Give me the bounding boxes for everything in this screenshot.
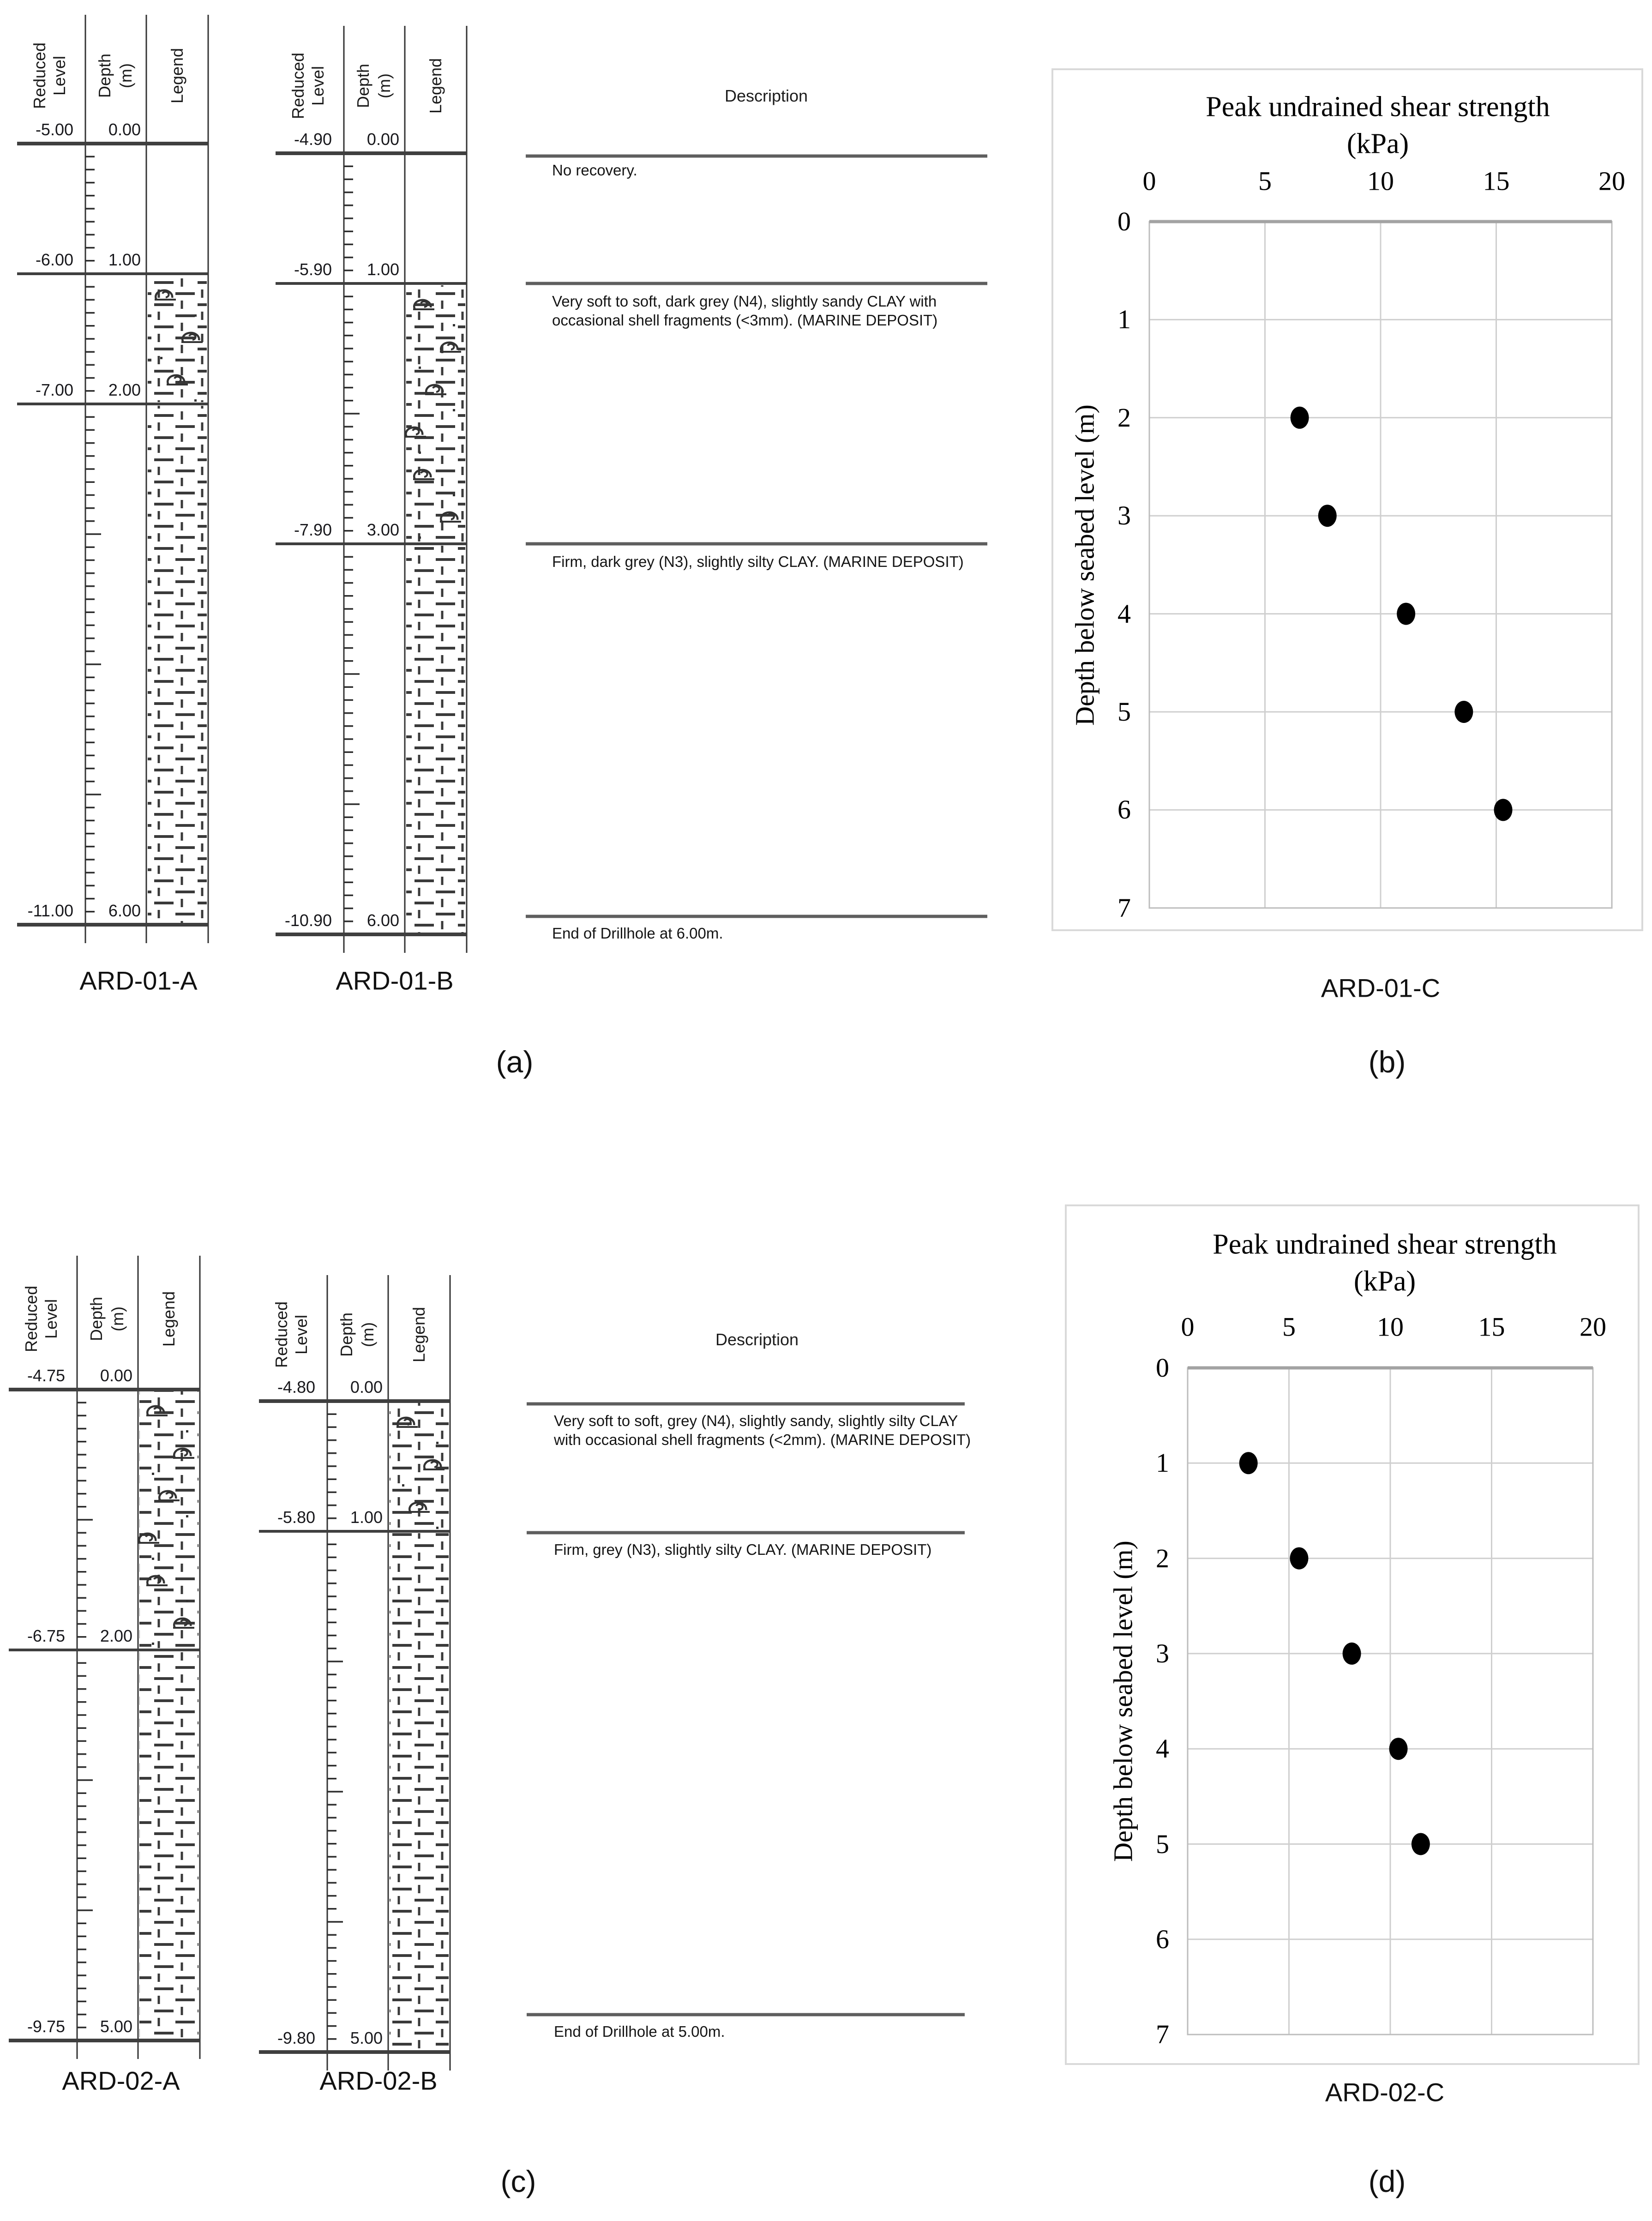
legend-hatch-clay: [139, 1652, 198, 2039]
chart-title-line2: (kPa): [1346, 128, 1409, 160]
data-point: [1239, 1452, 1258, 1474]
reduced-level-value: -11.00: [27, 901, 73, 920]
log-header-label: (m): [116, 63, 135, 88]
log-header-label: Depth: [95, 53, 114, 98]
stratum-description: Firm, dark grey (N3), slightly silty CLAY. (MARINE DEPOSIT): [552, 553, 964, 570]
reduced-level-value: -4.90: [294, 130, 332, 149]
stratum-description: Firm, grey (N3), slightly silty CLAY. (MARINE DEPOSIT): [554, 1541, 932, 1558]
log-header-label: Level: [50, 55, 69, 96]
x-tick-label: 5: [1258, 166, 1272, 196]
reduced-level-value: -7.00: [35, 380, 73, 399]
shell-dot: [186, 1515, 188, 1517]
log-header-label: Level: [42, 1299, 60, 1339]
reduced-level-value: -9.75: [27, 2017, 65, 2036]
reduced-level-value: -4.75: [27, 1366, 65, 1385]
y-tick-label: 2: [1117, 402, 1131, 433]
data-point: [1343, 1643, 1361, 1665]
log-header-label: Level: [308, 66, 327, 106]
log-label-ard-02-b: ARD-02-B: [319, 2066, 438, 2095]
shell-dot: [453, 409, 455, 411]
y-tick-label: 3: [1117, 500, 1131, 531]
depth-value: 0.00: [108, 120, 141, 139]
log-header-label: Legend: [426, 58, 445, 114]
stratum-description: No recovery.: [552, 162, 637, 179]
depth-value: 0.00: [366, 130, 399, 149]
shell-dot: [419, 536, 421, 539]
reduced-level-value: -6.75: [27, 1626, 65, 1645]
y-tick-label: 1: [1117, 304, 1131, 335]
chart-title-line2: (kPa): [1353, 1265, 1416, 1297]
stratum-description: Very soft to soft, grey (N4), slightly sandy, slightly silty CLAY with occasional shell fragments (<2mm). (MARINE DEPOSIT): [554, 1412, 971, 1448]
chart-panel-border: [1052, 69, 1642, 930]
shell-dot: [152, 1473, 154, 1475]
y-tick-label: 0: [1117, 206, 1131, 236]
depth-value: 6.00: [366, 911, 399, 930]
reduced-level-value: -4.80: [277, 1378, 315, 1396]
subfigure-caption-a: (a): [496, 1045, 534, 1079]
subfigure-caption-b: (b): [1368, 1045, 1406, 1079]
log-header-label: Level: [292, 1314, 311, 1354]
reduced-level-value: -7.90: [294, 520, 332, 539]
y-tick-label: 7: [1117, 892, 1131, 923]
depth-value: 5.00: [100, 2017, 132, 2036]
end-of-drillhole-note: End of Drillhole at 6.00m.: [552, 925, 723, 942]
log-header-label: (m): [375, 73, 394, 98]
description-column-title-c: Description: [715, 1330, 799, 1349]
log-header-label: Legend: [409, 1306, 428, 1362]
reduced-level-value: -5.80: [277, 1508, 315, 1527]
log-header-label: (m): [358, 1322, 377, 1347]
depth-value: 0.00: [350, 1378, 383, 1396]
y-tick-label: 1: [1156, 1448, 1169, 1478]
shell-dot: [419, 451, 421, 454]
shell-dot: [453, 494, 455, 496]
x-tick-label: 0: [1142, 166, 1156, 196]
depth-value: 0.00: [100, 1366, 132, 1385]
data-point: [1397, 603, 1415, 625]
depth-value: 5.00: [350, 2028, 383, 2047]
y-tick-label: 5: [1156, 1829, 1169, 1859]
y-tick-label: 5: [1117, 697, 1131, 727]
shell-dot: [453, 324, 455, 326]
subfigure-caption-d: (d): [1368, 2164, 1406, 2198]
data-point: [1412, 1833, 1430, 1855]
log-header-label: Legend: [159, 1291, 178, 1347]
depth-value: 1.00: [108, 250, 141, 269]
subfigure-caption-c: (c): [500, 2164, 536, 2198]
legend-hatch-clay: [406, 546, 465, 933]
depth-value: 1.00: [366, 260, 399, 279]
x-tick-label: 5: [1282, 1312, 1296, 1342]
y-tick-label: 4: [1156, 1733, 1169, 1764]
data-point: [1291, 407, 1309, 429]
log-header-label: Reduced: [288, 52, 307, 120]
log-header-label: Depth: [87, 1296, 106, 1342]
y-tick-label: 6: [1117, 795, 1131, 825]
y-tick-label: 3: [1156, 1638, 1169, 1668]
end-of-drillhole-note: End of Drillhole at 5.00m.: [554, 2023, 725, 2040]
chart-label-ard-01-c: ARD-01-C: [1321, 973, 1441, 1003]
data-point: [1290, 1547, 1308, 1570]
reduced-level-value: -5.00: [35, 120, 73, 139]
depth-value: 2.00: [100, 1626, 132, 1645]
log-header-label: (m): [108, 1306, 127, 1331]
y-tick-label: 7: [1156, 2019, 1169, 2050]
shell-dot: [436, 1527, 439, 1529]
x-tick-label: 10: [1367, 166, 1394, 196]
depth-value: 2.00: [108, 380, 141, 399]
chart-title-line1: Peak undrained shear strength: [1206, 91, 1550, 123]
chart-title-line1: Peak undrained shear strength: [1213, 1228, 1557, 1260]
shell-dot: [186, 1430, 188, 1433]
x-tick-label: 20: [1598, 166, 1625, 196]
chart-label-ard-02-c: ARD-02-C: [1325, 2077, 1445, 2107]
log-label-ard-02-a: ARD-02-A: [62, 2066, 180, 2095]
log-header-label: Reduced: [30, 42, 49, 109]
legend-hatch-clay-with-shells: [139, 1391, 198, 1648]
shell-dot: [194, 314, 197, 317]
y-tick-label: 4: [1117, 598, 1131, 629]
log-label-ard-01-b: ARD-01-B: [336, 966, 454, 995]
legend-hatch-clay-with-shells: [406, 285, 465, 542]
log-header-label: Depth: [337, 1312, 356, 1357]
shell-dot: [436, 1442, 439, 1444]
description-column-title-a: Description: [724, 86, 808, 105]
legend-hatch-clay: [148, 406, 207, 923]
y-axis-title: Depth below seabed level (m): [1108, 1541, 1138, 1862]
log-header-label: Reduced: [272, 1301, 291, 1368]
log-label-ard-01-a: ARD-01-A: [79, 966, 198, 995]
data-point: [1318, 505, 1337, 527]
x-tick-label: 10: [1377, 1312, 1404, 1342]
reduced-level-value: -6.00: [35, 250, 73, 269]
y-tick-label: 0: [1156, 1353, 1169, 1383]
stratum-description: Very soft to soft, dark grey (N4), slightly sandy CLAY with occasional shell fragments (<3mm). (MARINE DEPOSIT): [552, 293, 938, 329]
depth-value: 6.00: [108, 901, 141, 920]
legend-hatch-clay: [390, 1533, 449, 2050]
x-tick-label: 0: [1181, 1312, 1195, 1342]
data-point: [1454, 701, 1473, 723]
depth-value: 1.00: [350, 1508, 383, 1527]
reduced-level-value: -9.80: [277, 2028, 315, 2047]
x-tick-label: 20: [1580, 1312, 1606, 1342]
shell-dot: [402, 1484, 404, 1487]
data-point: [1494, 799, 1513, 821]
x-tick-label: 15: [1483, 166, 1510, 196]
shell-dot: [419, 367, 421, 369]
log-header-label: Reduced: [22, 1285, 41, 1353]
depth-value: 3.00: [366, 520, 399, 539]
shell-dot: [152, 1643, 154, 1645]
shell-dot: [194, 399, 197, 402]
y-tick-label: 2: [1156, 1543, 1169, 1573]
shell-dot: [160, 357, 162, 359]
y-tick-label: 6: [1156, 1924, 1169, 1954]
x-tick-label: 15: [1478, 1312, 1505, 1342]
reduced-level-value: -10.90: [284, 911, 332, 930]
data-point: [1389, 1738, 1408, 1760]
log-header-label: Legend: [168, 48, 186, 103]
y-axis-title: Depth below seabed level (m): [1069, 404, 1100, 726]
shell-dot: [186, 1600, 188, 1602]
reduced-level-value: -5.90: [294, 260, 332, 279]
shell-dot: [152, 1558, 154, 1560]
log-header-label: Depth: [354, 63, 372, 108]
